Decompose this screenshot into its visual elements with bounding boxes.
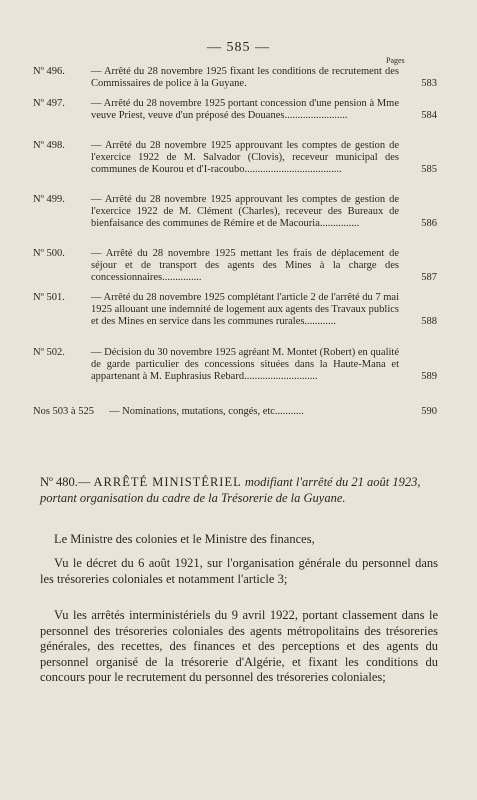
article-intro: Le Ministre des colonies et le Ministre des finances, (54, 532, 315, 546)
toc-entry-number: Nº 502. (33, 347, 65, 358)
toc-entry (33, 292, 437, 329)
page-number: — 585 — (207, 40, 270, 55)
pages-column-label: Pages (386, 56, 405, 65)
toc-entry-page: 583 (421, 78, 437, 90)
toc-entry-page: 584 (421, 110, 437, 122)
toc-entry (33, 194, 437, 231)
toc-entry-page: 585 (421, 164, 437, 176)
toc-entry (33, 66, 437, 90)
toc-entry-number: Nº 498. (33, 140, 65, 151)
toc-entry-text: — Arrêté du 28 novembre 1925 mettant les frais de déplacement de séjour et de transport des agents des Mines à la charge des concessionnaires............... (91, 248, 399, 284)
toc-entry (33, 248, 437, 285)
toc-entry-text: — Arrêté du 28 novembre 1925 complétant l'article 2 de l'arrêté du 7 mai 1925 allouant une indemnité de logement aux agents des Travaux publics et des Mines en service dans les communes rurales............ (91, 292, 399, 328)
toc-entry-number: Nº 497. (33, 98, 65, 109)
toc-entry-page: 590 (421, 406, 437, 417)
toc-entry-text: — Arrêté du 28 novembre 1925 fixant les conditions de recrutement des Commissaires de police à la Guyane. (91, 66, 399, 90)
article-number: Nº 480.— (40, 475, 91, 489)
toc-entry (33, 98, 437, 122)
toc-entry-number: Nº 496. (33, 66, 65, 77)
article-paragraph-2: Vu les arrêtés interministériels du 9 avril 1922, portant classement dans le personnel des trésoreries coloniales des agents métropolitains des trésoreries générales, des recettes, des finances et des perceptions et des agents du personnel organisé de la trésorerie d'Algérie, et fixant les conditions du concours pour le recrutement du personnel des trésoreries coloniales; (40, 608, 438, 685)
toc-entry-page: 586 (421, 218, 437, 230)
article-title-rest: modifiant l'arrêté du 21 août 1923, portant organisation du cadre de la Trésorerie de la Guyane. (40, 475, 421, 505)
toc-entry-text: — Nominations, mutations, congés, etc........... (109, 406, 304, 417)
article-title-caps: ARRÊTÉ MINISTÉRIEL (93, 475, 242, 489)
toc-entry-page: 588 (421, 316, 437, 328)
article-title (40, 474, 436, 506)
toc-entry (33, 347, 437, 384)
toc-entry-number: Nos 503 à 525 (33, 406, 94, 417)
toc-entry-page: 589 (421, 371, 437, 383)
toc-entry-text: — Arrêté du 28 novembre 1925 approuvant les comptes de gestion de l'exercice 1922 de M. Clément (Charles), receveur des Bureaux de bienfaisance des communes de Rémire et de Macouria............... (91, 194, 399, 230)
toc-entry-text: — Arrêté du 28 novembre 1925 approuvant les comptes de gestion de l'exercice 1922 de M. Salvador (Clovis), receveur municipal des communes de Kourou et d'I-racoubo..................................... (91, 140, 399, 176)
toc-entry-number: Nº 499. (33, 194, 65, 205)
toc-entry-text: — Arrêté du 28 novembre 1925 portant concession d'une pension à Mme veuve Priest, veuve d'un préposé des Douanes........................ (91, 98, 399, 122)
article-paragraph-1: Vu le décret du 6 août 1921, sur l'organisation générale du personnel dans les trésoreries coloniales et notamment l'article 3; (40, 556, 438, 586)
toc-entry-number: Nº 501. (33, 292, 65, 303)
toc-entry (33, 140, 437, 177)
toc-entry-number: Nº 500. (33, 248, 65, 259)
toc-entry-page: 587 (421, 272, 437, 284)
toc-entry (33, 406, 437, 418)
toc-entry-text: — Décision du 30 novembre 1925 agréant M. Montet (Robert) en qualité de garde particulier des concessions situées dans la Haute-Mana et appartenant à M. Euphrasius Rebard............................ (91, 347, 399, 383)
